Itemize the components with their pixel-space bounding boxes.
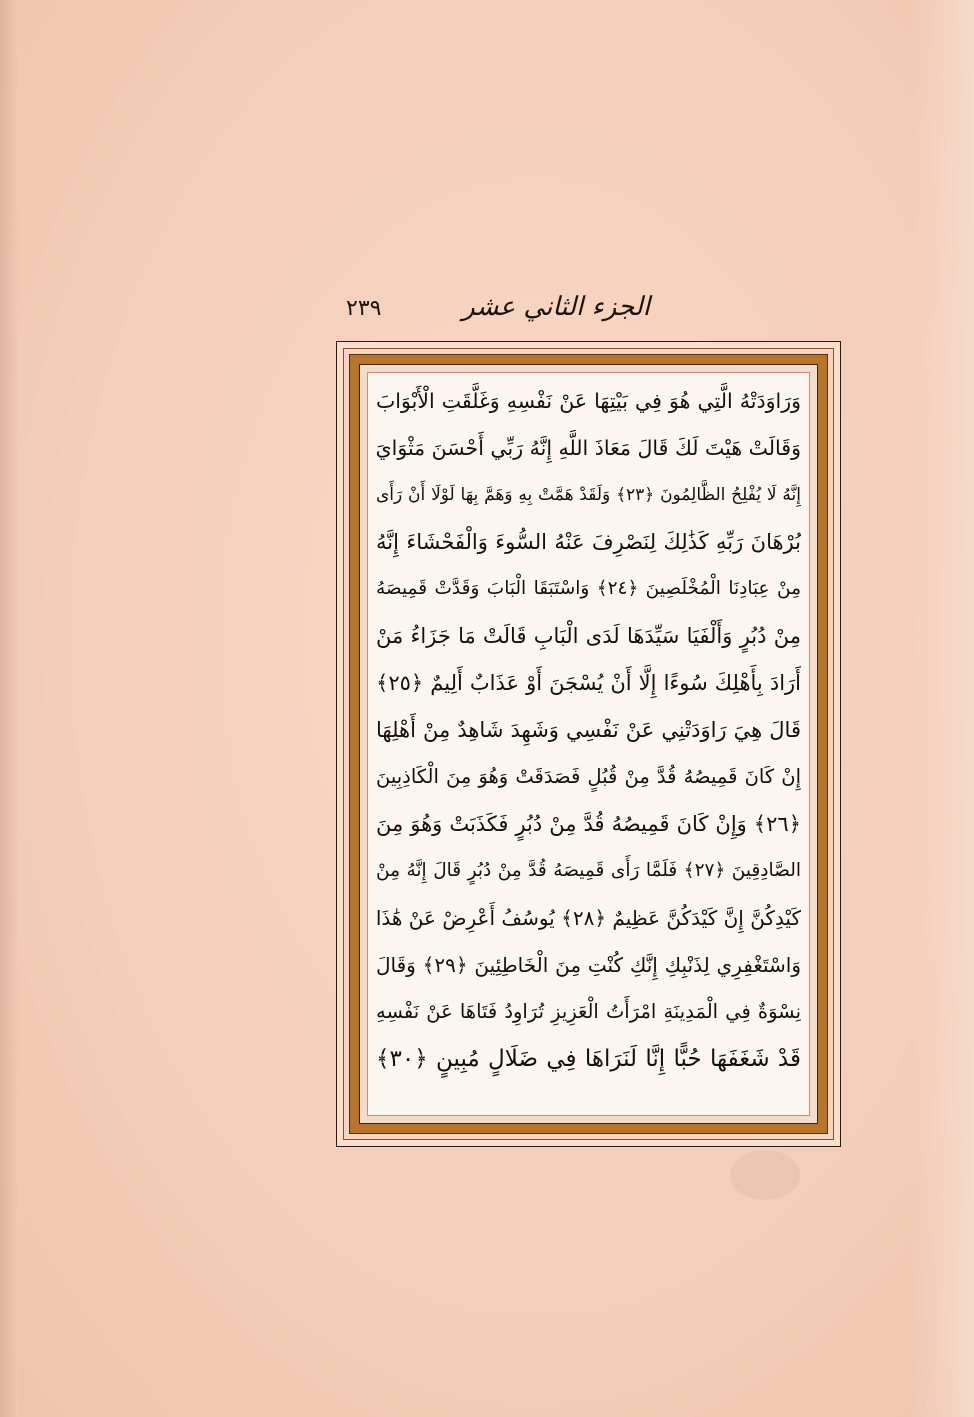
text-line: قَالَ هِيَ رَاوَدَتْنِي عَنْ نَفْسِي وَشَهِدَ شَاهِدٌ مِنْ أَهْلِهَا [376,718,801,742]
juz-title: الجزء الثاني عشر [462,292,650,322]
paper-stain [730,1150,800,1200]
text-block [367,372,810,1116]
page-number: ٢٣٩ [346,296,382,321]
page-header [340,292,830,332]
text-line: قَدْ شَغَفَهَا حُبًّا إِنَّا لَنَرَاهَا فِي ضَلَالٍ مُبِينٍ ﴿٣٠﴾ [376,1046,801,1072]
text-line: وَقَالَتْ هَيْتَ لَكَ قَالَ مَعَاذَ اللَّهِ إِنَّهُ رَبِّي أَحْسَنَ مَثْوَايَ [376,436,801,460]
text-line: وَاسْتَغْفِرِي لِذَنْبِكِ إِنَّكِ كُنْتِ مِنَ الْخَاطِئِينَ ﴿٢٩﴾ وَقَالَ [376,953,801,977]
text-frame [336,341,841,1147]
text-line: إِنْ كَانَ قَمِيصُهُ قُدَّ مِنْ قُبُلٍ فَصَدَقَتْ وَهُوَ مِنَ الْكَاذِبِينَ [376,765,801,788]
text-line: الصَّادِقِينَ ﴿٢٧﴾ فَلَمَّا رَأَى قَمِيصَهُ قُدَّ مِنْ دُبُرٍ قَالَ إِنَّهُ مِنْ [376,860,801,881]
text-line: مِنْ دُبُرٍ وَأَلْفَيَا سَيِّدَهَا لَدَى الْبَابِ قَالَتْ مَا جَزَاءُ مَنْ [376,624,801,648]
text-line: مِنْ عِبَادِنَا الْمُخْلَصِينَ ﴿٢٤﴾ وَاسْتَبَقَا الْبَابَ وَقَدَّتْ قَمِيصَهُ [376,578,801,599]
text-line: بُرْهَانَ رَبِّهِ كَذَٰلِكَ لِنَصْرِفَ عَنْهُ السُّوءَ وَالْفَحْشَاءَ إِنَّهُ [376,530,801,554]
page-edge-right [914,0,974,1417]
text-line: وَرَاوَدَتْهُ الَّتِي هُوَ فِي بَيْتِهَا عَنْ نَفْسِهِ وَغَلَّقَتِ الْأَبْوَابَ [376,389,801,413]
text-line: نِسْوَةٌ فِي الْمَدِينَةِ امْرَأَتُ الْعَزِيزِ تُرَاوِدُ فَتَاهَا عَنْ نَفْسِهِ [376,1000,801,1023]
page-gutter-left [0,0,18,1417]
text-line: أَرَادَ بِأَهْلِكَ سُوءًا إِلَّا أَنْ يُسْجَنَ أَوْ عَذَابٌ أَلِيمٌ ﴿٢٥﴾ [376,671,801,695]
text-line: إِنَّهُ لَا يُفْلِحُ الظَّالِمُونَ ﴿٢٣﴾ وَلَقَدْ هَمَّتْ بِهِ وَهَمَّ بِهَا لَوْلَا أَنْ رَأَى [376,485,801,505]
text-line: كَيْدِكُنَّ إِنَّ كَيْدَكُنَّ عَظِيمٌ ﴿٢٨﴾ يُوسُفُ أَعْرِضْ عَنْ هَٰذَا [376,906,801,930]
text-line: ﴿٢٦﴾ وَإِنْ كَانَ قَمِيصُهُ قُدَّ مِنْ دُبُرٍ فَكَذَبَتْ وَهُوَ مِنَ [376,812,801,836]
